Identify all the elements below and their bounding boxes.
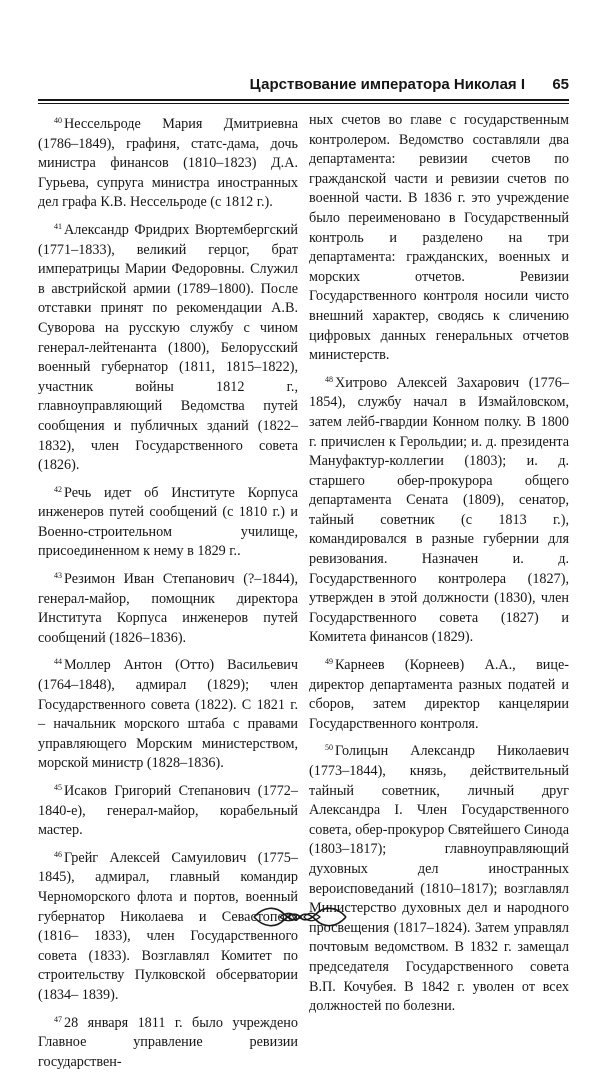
footnote-number: 49 — [325, 657, 333, 667]
header-rule-thick — [38, 99, 569, 101]
footnote-text: Александр Фридрих Вюртембергский (1771–1833), великий герцог, брат императрицы Марии Федоровны. Служил в австрийской армии (1789–1800). После отставки принят по рекомендации А.В. Суворова на русскую службу с чином генерал-лейтенанта (1800), Белорусский военный губернатор (1811, 1815–1822), участник войны 1812 г., главноуправляющий Ведомства путей сообщения и публичных зданий (1822–1832), член Государственного совета (1826). — [38, 221, 298, 474]
footnote-number: 44 — [54, 657, 62, 667]
footnote-42 — [38, 480, 298, 562]
footnote-text: Грейг Алексей Самуилович (1775–1845), адмирал, главный командир Черноморского флота и портов, военный губернатор Николаева и Севастополя (1816– 1833), член Государственного совета (1833). Возглавлял Комитет по строительству Пулковской обсерватории (1834– 1839). — [38, 849, 298, 1003]
footnote-text: Исаков Григорий Степанович (1772–1840-е), генерал-майор, корабельный мастер. — [38, 783, 298, 839]
footnote-47 — [38, 1010, 298, 1073]
footnote-number: 42 — [54, 484, 62, 494]
footnote-number: 43 — [54, 571, 62, 581]
page-number: 65 — [552, 76, 569, 93]
footnote-text: Нессельроде Мария Дмитриевна (1786–1849), графиня, статс-дама, дочь министра финансов (1810–1823) Д.А. Гурьева, супруга министра иностранных дел графа К.В. Нессельроде (с 1812 г.). — [38, 116, 298, 211]
footnote-50 — [309, 738, 569, 1016]
flourish-ornament-icon — [250, 900, 350, 934]
footnote-44 — [38, 652, 298, 774]
footnote-text: Хитрово Алексей Захарович (1776–1854), службу начал в Измайловском, затем лейб-гвардии Конном полку. В 1800 г. причислен к Герольдии; и. д. президента Мануфактур-коллегии (1803); и. д. старшего обер-прокурора общего департамента Сената (1809), сенатор, тайный советник (с 1813 г.), командировался в разные губернии для ревизования. Назначен и. д. Государственного контролера (1827), утвержден в этой должности (1830), член Государственного совета (1827) и Комитета финансов (1829). — [309, 374, 569, 646]
footnote-text: ных счетов во главе с государственным контролером. Ведомство составляли два департамента: ревизии счетов по гражданской части и ревизии счетов по военной части. В 1836 г. это учреждение было переименовано в Государственный контроль и разделено на три департамента: гражданских, военных и морских отчетов. Ревизии Государственного контроля носили чисто внешний характер, сводясь к сличению цифровых данных генеральных отчетов министерств. — [309, 112, 569, 364]
footnote-text: Голицын Александр Николаевич (1773–1844), князь, действительный тайный советник, личный друг Александра I. Член Государственного совета, обер-прокурор Святейшего Синода (1803–1817); главноуправляющий духовных дел иностранных вероисповеданий (1810–1817); возглавлял Министерство духовных дел и народного просвещения (1817–1824). Затем управлял почтовым ведомством. В 1832 г. замещал председателя Государственного совета В.П. Кочубея. В 1842 г. уволен от всех должностей по болезни. — [309, 743, 569, 1015]
footnote-49 — [309, 652, 569, 734]
footnote-40 — [38, 111, 298, 213]
footnote-text: 28 января 1811 г. было учреждено Главное управление ревизии государствен- — [38, 1014, 298, 1070]
footnote-number: 41 — [54, 221, 62, 231]
footnote-45 — [38, 778, 298, 841]
footnote-text: Карнеев (Корнеев) А.А., вице-директор департамента разных податей и сборов, затем директор канцелярии Государственного контроля. — [309, 657, 569, 732]
footnote-number: 45 — [54, 783, 62, 792]
footnote-number: 48 — [325, 374, 333, 384]
footnote-48 — [309, 370, 569, 648]
footnote-47-continued — [309, 111, 569, 366]
footnote-number: 46 — [54, 849, 62, 859]
running-header — [38, 74, 569, 100]
header-rule-thin — [38, 103, 569, 104]
footnote-number: 40 — [54, 116, 62, 125]
running-title: Царствование императора Николая I — [249, 76, 525, 93]
footnote-43 — [38, 566, 298, 648]
footnote-text: Моллер Антон (Отто) Васильевич (1764–1848), адмирал (1829); член Государственного совета (1822). С 1821 г. – начальник морского штаба с правами управляющего Морским министерством, морской министр (1828–1836). — [38, 657, 298, 772]
footnote-text: Речь идет об Институте Корпуса инженеров путей сообщений (с 1810 г.) и Военно-строительном училище, присоединенном к нему в 1829 г.. — [38, 484, 298, 560]
footnote-number: 47 — [54, 1014, 62, 1024]
footnote-text: Резимон Иван Степанович (?–1844), генерал-майор, помощник директора Института Корпуса инженеров путей сообщений (1826–1836). — [38, 571, 298, 646]
footnote-41 — [38, 217, 298, 476]
right-column — [309, 111, 569, 1021]
footnote-number: 50 — [325, 743, 333, 753]
